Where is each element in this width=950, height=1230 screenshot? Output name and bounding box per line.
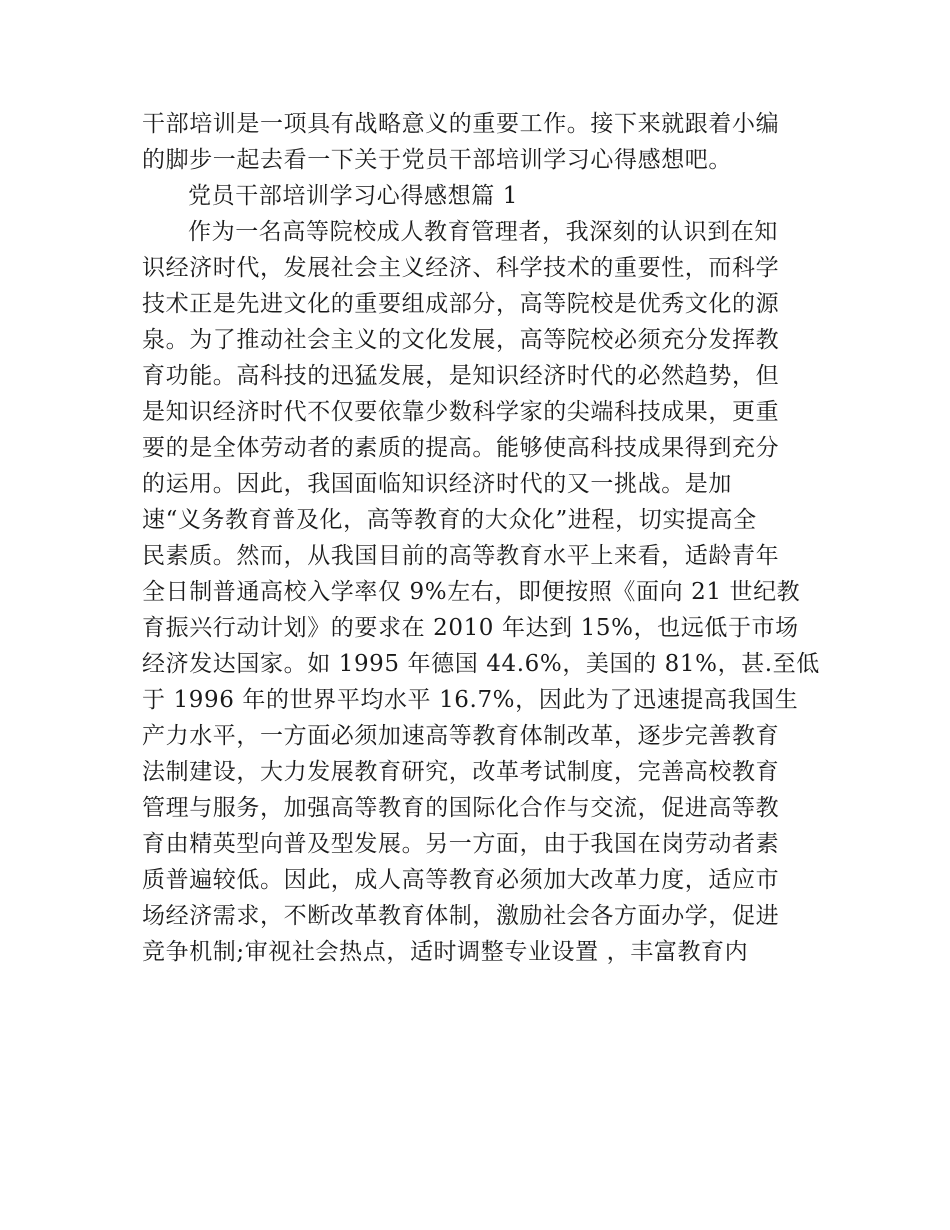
paragraph-line: 的运用。因此，我国面临知识经济时代的又一挑战。是加 bbox=[142, 471, 732, 497]
paragraph-line: 速“义务教育普及化，高等教育的大众化”进程，切实提高全 bbox=[142, 507, 757, 533]
paragraph-line: 是知识经济时代不仅要依靠少数科学家的尖端科技成果，更重 bbox=[142, 399, 780, 425]
paragraph-line: 质普遍较低。因此，成人高等教育必须加大改革力度，适应市 bbox=[142, 867, 780, 893]
paragraph-line: 于 1996 年的世界平均水平 16.7%，因此为了迅速提高我国生 bbox=[142, 687, 799, 713]
paragraph-line: 育振兴行动计划》的要求在 2010 年达到 15%，也远低于市场 bbox=[142, 615, 799, 641]
document-body bbox=[142, 106, 822, 970]
paragraph-line: 作为一名高等院校成人教育管理者，我深刻的认识到在知 bbox=[188, 219, 778, 245]
paragraph-line: 全日制普通高校入学率仅 9%左右，即便按照《面向 21 世纪教 bbox=[142, 579, 801, 605]
intro-line-2: 的脚步一起去看一下关于党员干部培训学习心得感想吧。 bbox=[142, 147, 732, 173]
intro-line-1: 干部培训是一项具有战略意义的重要工作。接下来就跟着小编 bbox=[142, 111, 780, 137]
paragraph-line: 泉。为了推动社会主义的文化发展，高等院校必须充分发挥教 bbox=[142, 327, 780, 353]
paragraph-line: 竞争机制;审视社会热点，适时调整专业设置 ，丰富教育内 bbox=[142, 939, 749, 965]
section-heading: 党员干部培训学习心得感想篇 1 bbox=[188, 183, 518, 209]
paragraph-line: 法制建设，大力发展教育研究，改革考试制度，完善高校教育 bbox=[142, 759, 780, 785]
paragraph-line: 育由精英型向普及型发展。另一方面，由于我国在岗劳动者素 bbox=[142, 831, 780, 857]
paragraph-line: 产力水平，一方面必须加速高等教育体制改革，逐步完善教育 bbox=[142, 723, 780, 749]
paragraph-line: 民素质。然而，从我国目前的高等教育水平上来看，适龄青年 bbox=[142, 543, 780, 569]
paragraph-line: 管理与服务，加强高等教育的国际化合作与交流，促进高等教 bbox=[142, 795, 780, 821]
paragraph-line: 识经济时代，发展社会主义经济、科学技术的重要性，而科学 bbox=[142, 255, 780, 281]
paragraph-line: 经济发达国家。如 1995 年德国 44.6%，美国的 81%，甚.至低 bbox=[142, 651, 820, 677]
paragraph-line: 技术正是先进文化的重要组成部分，高等院校是优秀文化的源 bbox=[142, 291, 780, 317]
paragraph-line: 要的是全体劳动者的素质的提高。能够使高科技成果得到充分 bbox=[142, 435, 780, 461]
paragraph-line: 场经济需求，不断改革教育体制，激励社会各方面办学，促进 bbox=[142, 903, 780, 929]
paragraph-line: 育功能。高科技的迅猛发展，是知识经济时代的必然趋势，但 bbox=[142, 363, 780, 389]
